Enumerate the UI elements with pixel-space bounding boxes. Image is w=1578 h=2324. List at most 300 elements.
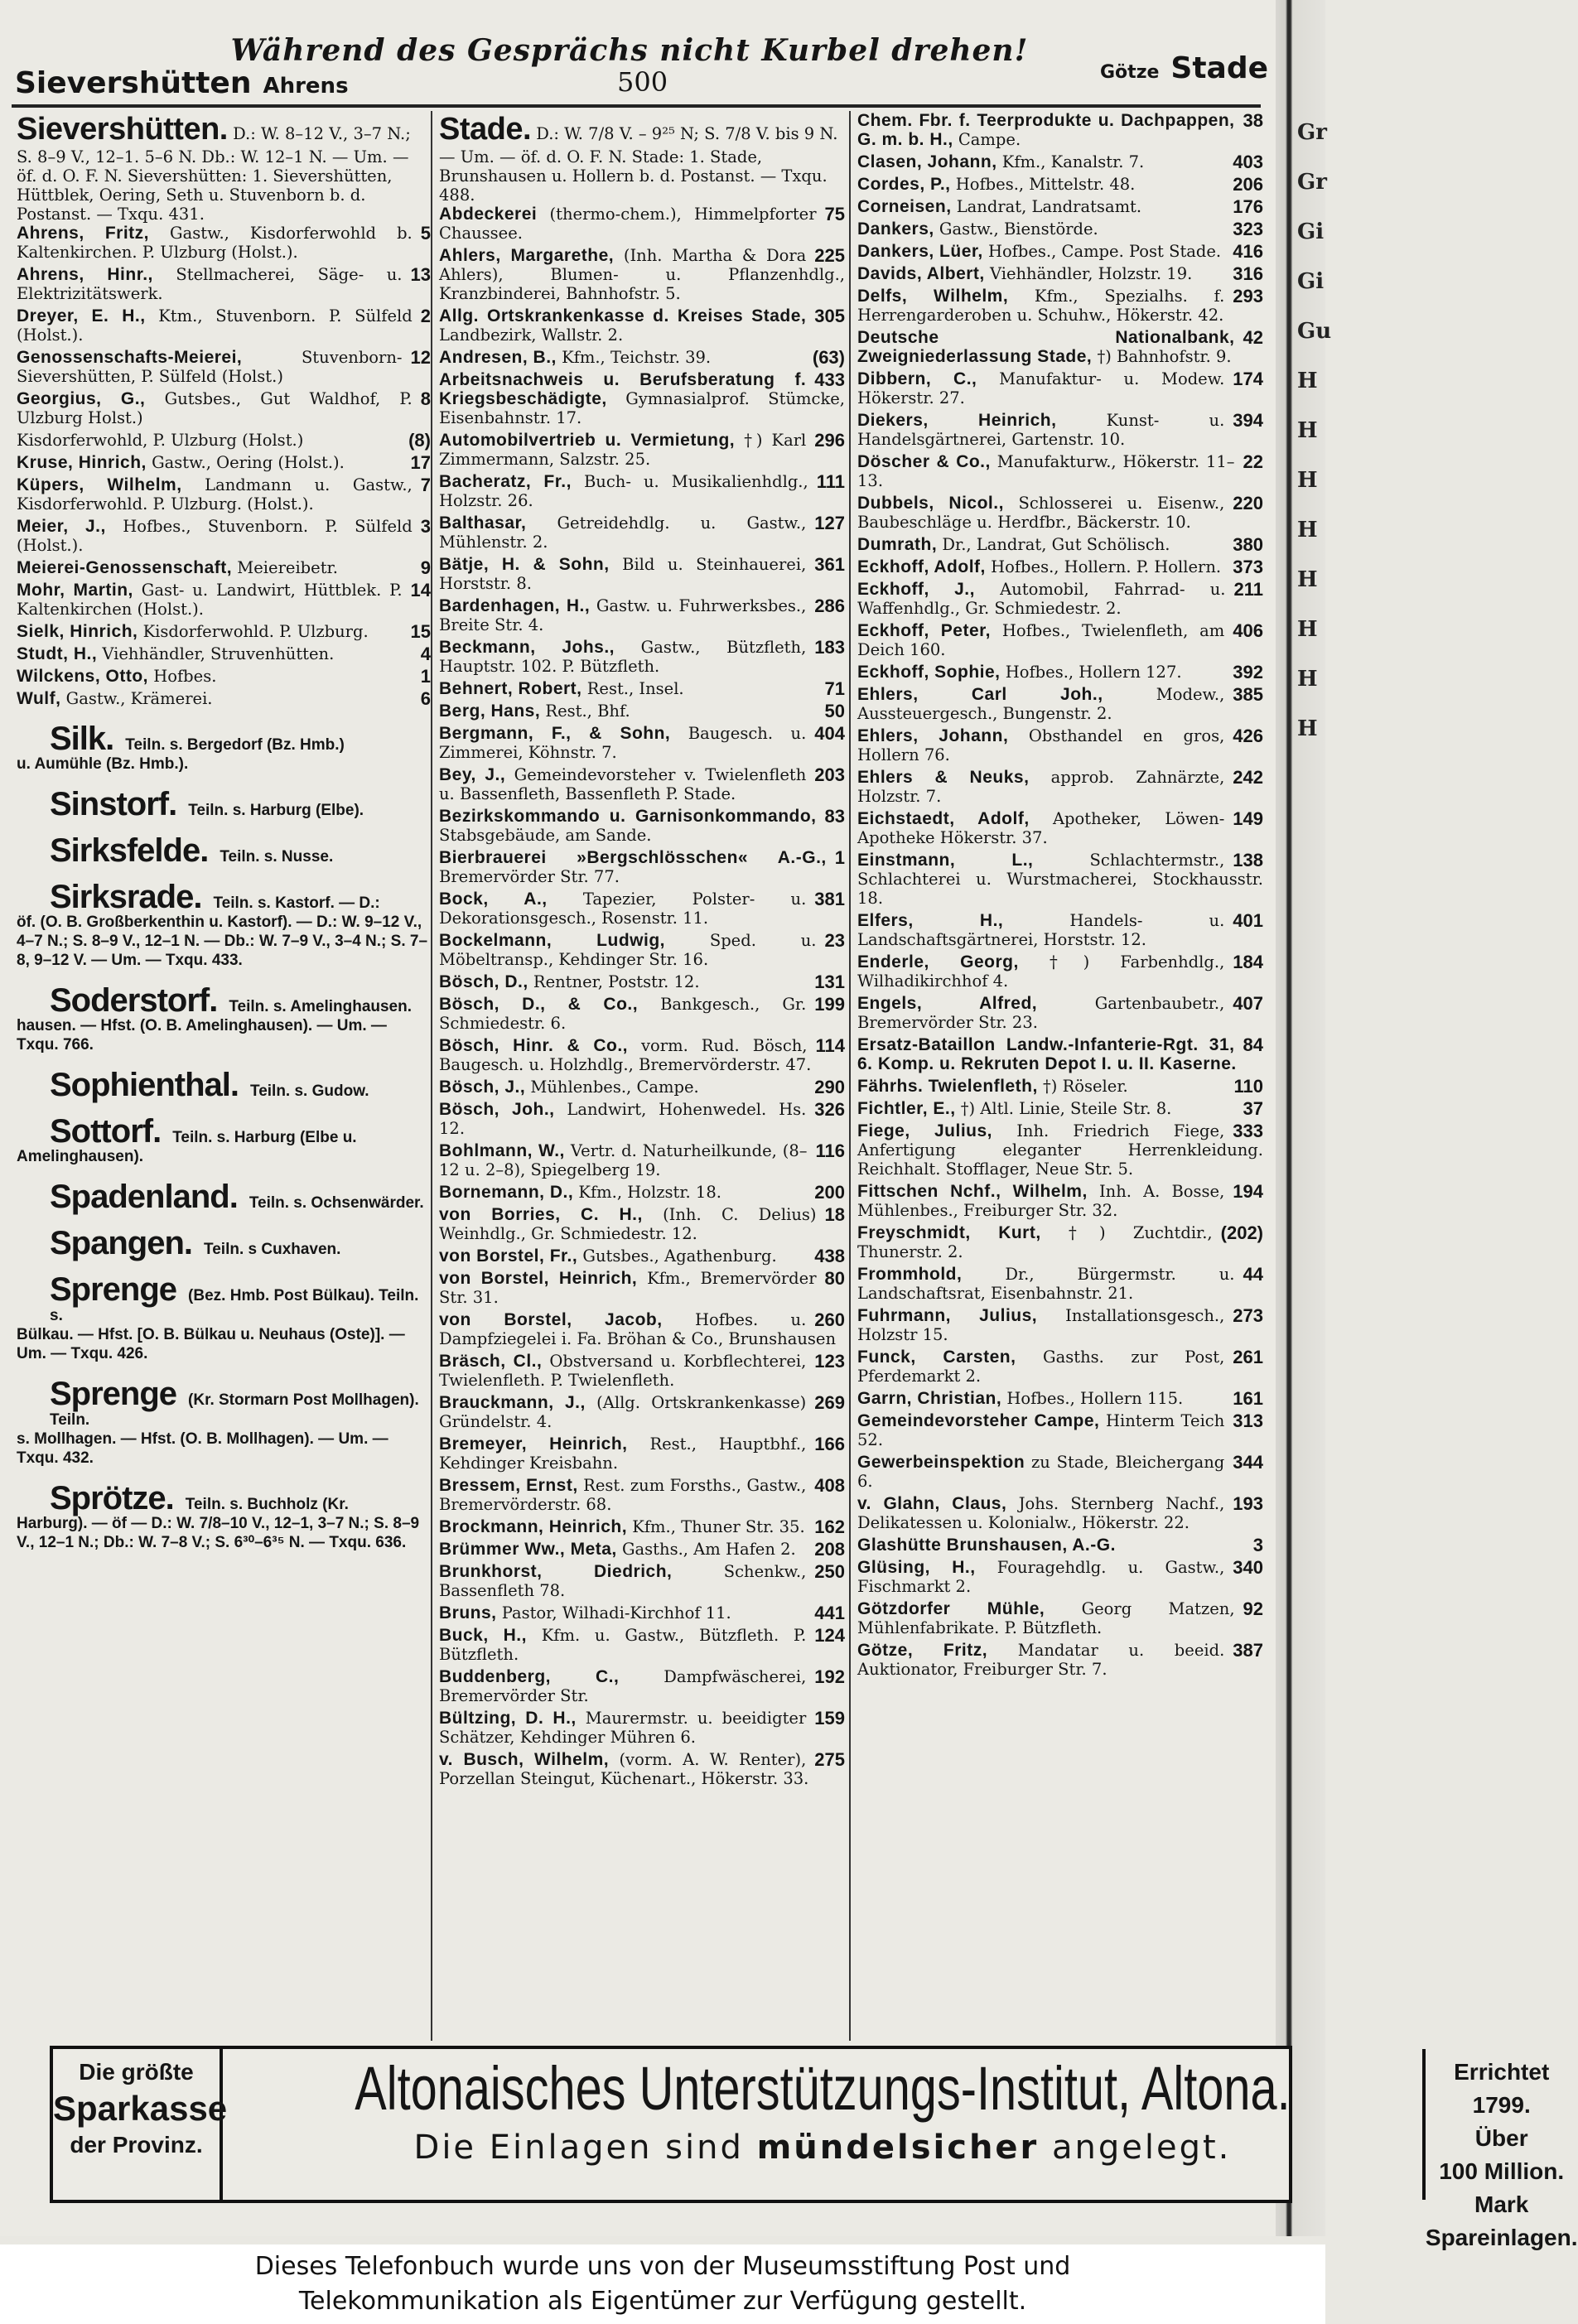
listing-entry	[17, 689, 431, 708]
listing-name: Bösch, D.,	[439, 972, 528, 991]
listing-details: Hofbes.	[153, 667, 217, 686]
column-3	[849, 111, 1263, 2041]
listing-details: Schenkw., Bassenfleth 78.	[439, 1562, 807, 1600]
listing-entry	[857, 219, 1263, 239]
listing-name: Fährhs. Twielenfleth,	[857, 1077, 1038, 1096]
listing-name: Ehlers & Neuks,	[857, 768, 1030, 787]
listing-phone-number: 387	[1233, 1640, 1263, 1661]
listing-details: Inh. Friedrich Fiege, Anfertigung eleganter Herrenkleidung. Reichhalt. Stofflager, Neue Str. 5.	[857, 1121, 1263, 1179]
listing-phone-number: 5	[420, 223, 431, 243]
listing-name: Behnert, Robert,	[439, 679, 582, 698]
listing-phone-number: 71	[824, 678, 845, 699]
listing-name: Gemeindevorsteher Campe,	[857, 1411, 1100, 1430]
listing-phone-number: 23	[824, 930, 845, 951]
listing-details: vorm. Rud. Bösch, Baugesch. u. Holzhdlg., Bremervörderstr. 47.	[439, 1036, 812, 1074]
listing-entry	[439, 1393, 845, 1431]
listing-name: von Borstel, Jacob,	[439, 1310, 663, 1329]
listing-name: Buck, H.,	[439, 1626, 527, 1645]
running-head-right-sub: Götze	[1100, 62, 1160, 83]
listing-phone-number: 38	[1243, 110, 1263, 131]
listing-details: (vorm. A. W. Renter), Porzellan Steingut, Küchenart., Hökerstr. 33.	[439, 1750, 809, 1788]
listing-name: Bierbrauerei »Bergschlösschen« A.-G.,	[439, 848, 827, 867]
listing-entry	[439, 1434, 845, 1473]
edge-letter: Gr	[1297, 170, 1327, 195]
ad-right-line1: Errichtet 1799.	[1454, 2059, 1550, 2118]
adjacent-page-edge	[1276, 0, 1332, 2236]
listing-name: Glüsing, H.,	[857, 1558, 976, 1577]
listing-phone-number: (202)	[1220, 1222, 1263, 1243]
listing-name: Dankers,	[857, 219, 934, 239]
edge-letter: H	[1297, 518, 1318, 542]
listing-phone-number: 344	[1233, 1452, 1263, 1473]
listing-entry	[439, 513, 845, 552]
listing-name: Sielk, Hinrich,	[17, 622, 138, 641]
listing-entry	[17, 517, 431, 555]
listing-name: Eckhoff, Adolf,	[857, 557, 986, 576]
listing-name: Bey, J.,	[439, 765, 506, 784]
listing-details: Gasths., Am Hafen 2.	[621, 1540, 796, 1559]
listing-phone-number: 326	[814, 1099, 845, 1120]
listing-entry	[17, 224, 431, 262]
listing-phone-number: 296	[814, 430, 845, 451]
listing-details: Kfm., Holzstr. 18.	[578, 1183, 721, 1202]
column-1	[17, 111, 431, 2041]
listing-entry	[857, 663, 1263, 682]
listing-entry	[857, 1121, 1263, 1179]
ad-right-line2: Über	[1474, 2125, 1528, 2151]
listing-phone-number: 174	[1233, 369, 1263, 389]
listing-phone-number: 2	[420, 306, 431, 326]
listing-name: Ehlers, Johann,	[857, 726, 1009, 745]
listing-phone-number: 203	[814, 764, 845, 785]
ad-right-line4: Spareinlagen.	[1425, 2225, 1578, 2250]
listing-phone-number: (8)	[408, 430, 431, 451]
listing-details: Gartenbaubetr., Bremervörder Str. 23.	[857, 994, 1225, 1032]
ad-right-line3: 100 Million. Mark	[1439, 2158, 1565, 2217]
listing-phone-number: 50	[824, 701, 845, 721]
listing-phone-number: 92	[1243, 1598, 1263, 1619]
listing-phone-number: 293	[1233, 286, 1263, 306]
listing-name: Bohlmann, W.,	[439, 1141, 565, 1160]
listing-phone-number: 127	[814, 513, 845, 533]
listing-details: Gemeindevorsteher v. Twielenfleth u. Bassenfleth, Bassenfleth P. Stade.	[439, 765, 807, 803]
listing-name: Bösch, Joh.,	[439, 1100, 555, 1119]
listing-details: Hofbes., Hollern 115.	[1006, 1389, 1184, 1408]
listing-details: Stuvenborn-Sievershütten, P. Sülfeld (Holst.)	[17, 348, 403, 386]
listing-details: Manufakturw., Hökerstr. 11–13.	[857, 452, 1235, 490]
town-reference	[17, 721, 431, 774]
listing-phone-number: 441	[814, 1603, 845, 1623]
listing-phone-number: 13	[410, 264, 431, 285]
edge-letter: H	[1297, 617, 1318, 642]
listing-phone-number: 199	[814, 994, 845, 1015]
page-number: 500	[617, 66, 668, 98]
listing-name: Frommhold,	[857, 1265, 963, 1284]
listing-details: †) Röseler.	[1043, 1077, 1128, 1096]
listing-entry	[439, 931, 845, 969]
listing-name: Andresen, B.,	[439, 348, 557, 367]
town-note: Teiln. s Cuxhaven.	[204, 1241, 341, 1258]
listing-name: Funck, Carsten,	[857, 1348, 1016, 1367]
listing-name: Dumrath,	[857, 535, 938, 554]
listing-entry	[439, 1352, 845, 1390]
listing-phone-number: 80	[824, 1268, 845, 1289]
listing-entry	[857, 1494, 1263, 1532]
town-reference	[17, 1271, 431, 1363]
town-name: Sprötze.	[50, 1480, 174, 1516]
listing-name: Eckhoff, Peter,	[857, 621, 992, 640]
listing-name: Bockelmann, Ludwig,	[439, 931, 665, 950]
listing-name: Deutsche Nationalbank, Zweigniederlassung Stade,	[857, 328, 1235, 366]
listing-name: v. Glahn, Claus,	[857, 1494, 1007, 1513]
listing-entry	[17, 667, 431, 686]
listing-phone-number: 269	[814, 1392, 845, 1413]
town-note: (Bez. Hmb. Post Bülkau). Teiln. s.	[50, 1287, 419, 1324]
listing-phone-number: 124	[814, 1625, 845, 1646]
listing-entry	[439, 1750, 845, 1788]
listing-name: Automobilvertrieb u. Vermietung,	[439, 431, 736, 450]
town-note: Teiln. s. Bergedorf (Bz. Hmb.)	[125, 736, 345, 754]
adjacent-page-letters	[1297, 108, 1332, 754]
listing-phone-number: 193	[1233, 1493, 1263, 1514]
listing-entry	[857, 287, 1263, 325]
listing-phone-number: 114	[815, 1035, 845, 1056]
ad-main-title: Altonaisches Unterstützungs-Institut, Altona.	[355, 2054, 1291, 2123]
ad-subline-b: mündelsicher	[756, 2129, 1040, 2167]
listing-entry	[17, 431, 431, 450]
listing-phone-number: 192	[814, 1666, 845, 1687]
listing-details: Landwirt, Hohenwedel. Hs. 12.	[439, 1100, 807, 1138]
listing-entry	[439, 1667, 845, 1705]
listing-name: Fittschen Nchf., Wilhelm,	[857, 1182, 1088, 1201]
listing-phone-number: 340	[1233, 1557, 1263, 1578]
listing-phone-number: 407	[1233, 993, 1263, 1014]
listing-name: Bräsch, Cl.,	[439, 1352, 543, 1371]
listing-phone-number: 250	[814, 1561, 845, 1582]
listing-entry	[857, 1453, 1263, 1491]
listing-name: Buddenberg, C.,	[439, 1667, 620, 1686]
listing-name: von Borstel, Heinrich,	[439, 1269, 638, 1288]
listing-entry	[439, 1517, 845, 1536]
listing-entry	[17, 558, 431, 577]
listing-name: Bock, A.,	[439, 890, 548, 909]
ad-main-subline	[223, 2129, 1422, 2167]
listing-entry	[857, 1035, 1263, 1073]
listing-entry	[17, 644, 431, 663]
listing-details: Vertr. d. Naturheilkunde, (8–12 u. 2–8), Spiegelberg 19.	[439, 1141, 808, 1179]
listing-name: Einstmann, L.,	[857, 851, 1034, 870]
listing-details: zu Stade, Bleichergang 6.	[857, 1453, 1225, 1491]
ad-main-panel	[223, 2049, 1426, 2200]
listing-entry	[857, 175, 1263, 194]
listing-phone-number: 260	[814, 1309, 845, 1330]
listing-details: Automobil, Fahrrad- u. Waffenhdlg., Gr. Schmiedestr. 2.	[857, 580, 1226, 618]
listing-name: Enderle, Georg,	[857, 952, 1019, 972]
listing-name: Ehlers, Carl Joh.,	[857, 685, 1103, 704]
listing-details: Kfm., Teichstr. 39.	[562, 348, 712, 367]
listing-details: Gastw., Krämerei.	[65, 689, 213, 708]
listing-entry	[439, 348, 845, 367]
listing-phone-number: 433	[814, 369, 845, 390]
listing-name: Döscher & Co.,	[857, 452, 991, 471]
running-head-right	[1100, 51, 1268, 85]
listing-name: Kruse, Hinrich,	[17, 453, 147, 472]
listing-phone-number: 22	[1243, 451, 1263, 472]
listing-details: Dr., Bürgermstr. u. Landschaftsrat, Eisenbahnstr. 21.	[857, 1265, 1235, 1303]
listing-details: Modew., Aussteuergesch., Bungenstr. 2.	[857, 685, 1225, 723]
listing-entry	[857, 557, 1263, 576]
listing-entry	[857, 621, 1263, 659]
listing-name: Meierei-Genossenschaft,	[17, 558, 233, 577]
place-intro: D.: W. 7/8 V. – 9²⁵ N; S. 7/8 V. bis 9 N. — Um. — öf. d. O. F. N. Stade: 1. Stade, Brunshausen u. Hollern b. d. Postanst. — Txqu. 488.	[439, 124, 838, 205]
listing-entry	[439, 765, 845, 803]
listing-name: Garrn, Christian,	[857, 1389, 1002, 1408]
town-detail: s. Mollhagen. — Hfst. (O. B. Mollhagen). — Um. — Txqu. 432.	[17, 1430, 388, 1467]
listing-details: Rest., Hauptbhf., Kehdinger Kreisbahn.	[439, 1434, 807, 1473]
listing-details: Johs. Sternberg Nachf., Delikatessen u. Kolonialw., Hökerstr. 22.	[857, 1494, 1225, 1532]
listing-entry	[439, 1141, 845, 1179]
listing-entry	[17, 348, 431, 386]
col1-entry-list	[17, 224, 431, 708]
edge-letter: H	[1297, 716, 1318, 741]
listing-name: Wilckens, Otto,	[17, 667, 149, 686]
listing-entry	[439, 205, 845, 243]
listing-entry	[17, 453, 431, 472]
listing-phone-number: 323	[1233, 219, 1263, 239]
listing-name: Brockmann, Heinrich,	[439, 1517, 628, 1536]
town-name: Sprenge	[50, 1271, 177, 1308]
listing-name: Cordes, P.,	[857, 175, 951, 194]
listing-phone-number: 416	[1233, 241, 1263, 262]
listing-name: Götzdorfer Mühle,	[857, 1599, 1045, 1618]
town-detail: Harburg). — öf — D.: W. 7/8–10 V., 12–1, 3–7 N.; S. 8–9 V., 12–1 N.; Db.: W. 7–8 V.; S. 6³⁰–6³⁵ N. — Txqu. 636.	[17, 1515, 420, 1551]
page-slogan: Während des Gesprächs nicht Kurbel drehen!	[230, 33, 1029, 68]
listing-details: Handels- u. Landschaftsgärtnerei, Horststr. 12.	[857, 911, 1225, 949]
place-intro: D.: W. 8–12 V., 3–7 N.; S. 8–9 V., 12–1. 5–6 N. Db.: W. 12–1 N. — Um. — öf. d. O. F. N. Sievershütten: 1. Sievershütten, Hüttblek, Oering, Seth u. Stuvenborn b. d. Postanst. — Txqu. 431.	[17, 124, 411, 224]
listing-name: Ahrens, Fritz,	[17, 224, 150, 243]
listing-entry	[857, 1265, 1263, 1303]
listing-entry	[439, 1310, 845, 1348]
listing-phone-number: 313	[1233, 1410, 1263, 1431]
listing-name: Beckmann, Johs.,	[439, 638, 615, 657]
ad-subline-a: Die Einlagen sind	[413, 2129, 744, 2167]
running-head-right-title: Stade	[1170, 51, 1269, 85]
listing-entry	[439, 807, 845, 845]
listing-details: Viehhändler, Struvenhütten.	[102, 644, 335, 663]
footer-credit	[0, 2244, 1325, 2324]
listing-phone-number: 333	[1233, 1121, 1263, 1141]
listing-name: Abdeckerei	[439, 205, 538, 224]
listing-details: Gastw. u. Fuhrwerksbes., Breite Str. 4.	[439, 596, 807, 634]
listing-details: †) Altl. Linie, Steile Str. 8.	[960, 1099, 1172, 1118]
listing-phone-number: 290	[814, 1077, 845, 1097]
col2-entry-list	[439, 205, 845, 1788]
listing-phone-number: 206	[1233, 174, 1263, 195]
listing-details: Sped. u. Möbeltransp., Kehdinger Str. 16.	[439, 931, 817, 969]
listing-details: Hofbes., Mittelstr. 48.	[955, 175, 1136, 194]
listing-details: Gastw., Kisdorferwohld b. Kaltenkirchen. P. Ulzburg (Holst.).	[17, 224, 413, 262]
listing-entry	[439, 1626, 845, 1664]
town-name: Sottorf.	[50, 1113, 162, 1150]
listing-phone-number: 1	[420, 666, 431, 687]
listing-entry	[857, 328, 1263, 366]
listing-phone-number: 42	[1243, 327, 1263, 348]
listing-name: Fuhrmann, Julius,	[857, 1306, 1038, 1325]
listing-name: Bösch, Hinr. & Co.,	[439, 1036, 628, 1055]
listing-phone-number: 131	[814, 972, 845, 992]
ad-left-line1: Die größte	[79, 2059, 194, 2085]
town-reference	[50, 1067, 431, 1103]
listing-name: Elfers, H.,	[857, 911, 1004, 930]
town-name: Sinstorf.	[50, 786, 177, 822]
listing-details: Apotheker, Löwen-Apotheke Hökerstr. 37.	[857, 809, 1225, 847]
listing-entry	[439, 1183, 845, 1202]
listing-details: Gastw., Oering (Holst.).	[152, 453, 345, 472]
listing-entry	[17, 265, 431, 303]
listing-entry	[857, 264, 1263, 283]
listing-phone-number: 404	[814, 723, 845, 744]
town-reference	[50, 832, 431, 869]
listing-phone-number: 225	[814, 245, 845, 266]
listing-name: Eichstaedt, Adolf,	[857, 809, 1030, 828]
running-head-left-sub: Ahrens	[263, 74, 349, 99]
listing-name: Berg, Hans,	[439, 702, 541, 721]
listing-phone-number: 184	[1233, 952, 1263, 972]
listing-details: Gastw., Bienstörde.	[939, 219, 1098, 239]
town-note: Teiln. s. Kastorf. — D.:	[213, 894, 380, 912]
listing-details: Kfm., Kanalstr. 7.	[1001, 152, 1145, 171]
listing-entry	[439, 848, 845, 886]
advertisement-banner	[50, 2046, 1578, 2250]
listing-details: Mühlenbes., Campe.	[530, 1078, 699, 1097]
listing-phone-number: 3	[1252, 1535, 1263, 1555]
listing-name: Dibbern, C.,	[857, 369, 977, 388]
listing-details: †) Farbenhdlg., Wilhadikirchhof 4.	[857, 952, 1225, 991]
listing-phone-number: 183	[814, 637, 845, 658]
listing-entry	[857, 1558, 1263, 1596]
town-reference	[17, 1480, 431, 1552]
listing-phone-number: 111	[816, 471, 845, 492]
listing-entry	[857, 411, 1263, 449]
listing-phone-number: 8	[420, 388, 431, 409]
edge-letter: H	[1297, 567, 1318, 592]
listing-phone-number: 220	[1233, 493, 1263, 513]
listing-details: Maurermstr. u. beeidigter Schätzer, Kehdinger Mühren 6.	[439, 1709, 807, 1747]
listing-entry	[857, 1182, 1263, 1220]
listing-entry	[857, 111, 1263, 149]
listing-details: Kfm. u. Gastw., Bützfleth. P. Bützfleth.	[439, 1626, 807, 1664]
listing-entry	[439, 1603, 845, 1622]
listing-name: Diekers, Heinrich,	[857, 411, 1057, 430]
edge-letter: H	[1297, 667, 1318, 692]
listing-phone-number: 1	[834, 847, 845, 868]
town-detail: hausen. — Hfst. (O. B. Amelinghausen). — Um. — Txqu. 766.	[17, 1017, 387, 1054]
town-reference	[50, 1225, 431, 1261]
ad-left-line2: Sparkasse	[53, 2089, 228, 2128]
listing-details: Gutsbes., Gut Waldhof, P. Ulzburg Holst.)	[17, 389, 413, 427]
town-reference	[50, 1179, 431, 1215]
listing-phone-number: 380	[1233, 534, 1263, 555]
listing-details: Dr., Landrat, Gut Schölisch.	[942, 535, 1170, 554]
listing-details: Rest. zum Forsths., Gastw., Bremervörderstr. 68.	[439, 1476, 807, 1514]
listing-entry	[439, 1562, 845, 1600]
listing-entry	[857, 1306, 1263, 1344]
listing-details: †) Bahnhofstr. 9.	[1097, 347, 1232, 366]
listing-details: Hofbes., Hollern 127.	[1005, 663, 1182, 682]
listing-entry	[17, 581, 431, 619]
listing-details: Obstversand u. Korbflechterei, Twielenfleth. P. Twielenfleth.	[439, 1352, 807, 1390]
listing-details: Gymnasialprof. Stümcke, Eisenbahnstr. 17.	[439, 389, 845, 427]
running-head-left-title: Sievershütten	[15, 66, 252, 100]
listing-details: Hofbes., Twielenfleth, am Deich 160.	[857, 621, 1225, 659]
listing-entry	[857, 851, 1263, 908]
listing-details: approb. Zahnärzte, Holzstr. 7.	[857, 768, 1225, 806]
listing-name: Ahrens, Hinr.,	[17, 265, 153, 284]
listing-name: Ersatz-Bataillon Landw.-Infanterie-Rgt. 31, 6. Komp. u. Rekruten Depot I. u. II. Kaserne.	[857, 1035, 1237, 1073]
listing-details: Georg Matzen, Mühlenfabrikate. P. Bützfleth.	[857, 1599, 1235, 1637]
listing-phone-number: 75	[824, 204, 845, 224]
listing-phone-number: 3	[420, 516, 431, 537]
listing-phone-number: 408	[814, 1475, 845, 1496]
listing-entry	[857, 369, 1263, 407]
listing-entry	[857, 452, 1263, 490]
listing-entry	[439, 246, 845, 303]
listing-entry	[439, 370, 845, 427]
listing-details: Baugesch. u. Zimmerei, Köhnstr. 7.	[439, 724, 807, 762]
listing-phone-number: 392	[1233, 662, 1263, 682]
listing-name: Bätje, H. & Sohn,	[439, 555, 610, 574]
listing-phone-number: 316	[1233, 263, 1263, 284]
edge-letter: H	[1297, 369, 1318, 393]
listing-name: Davids, Albert,	[857, 264, 985, 283]
listing-phone-number: 84	[1243, 1034, 1263, 1055]
listing-phone-number: 273	[1233, 1305, 1263, 1326]
ad-right-panel	[1425, 2049, 1578, 2250]
listing-phone-number: 18	[824, 1204, 845, 1225]
listing-name: Allg. Ortskrankenkasse d. Kreises Stade,	[439, 306, 807, 325]
listing-name: Götze, Fritz,	[857, 1641, 988, 1660]
listing-entry	[439, 1205, 845, 1243]
listing-phone-number: 149	[1233, 808, 1263, 829]
listing-details: Buch- u. Musikalienhdlg., Holzstr. 26.	[439, 472, 808, 510]
listing-name: Dreyer, E. H.,	[17, 306, 146, 325]
listing-phone-number: 162	[814, 1516, 845, 1537]
edge-letter: Gr	[1297, 120, 1327, 145]
listing-phone-number: 242	[1233, 767, 1263, 788]
listing-details: Campe.	[958, 130, 1021, 149]
listing-entry	[857, 1099, 1263, 1118]
listing-name: Dubbels, Nicol.,	[857, 494, 1004, 513]
listing-details: Meiereibetr.	[237, 558, 338, 577]
listing-entry	[857, 1223, 1263, 1261]
town-name: Soderstorf.	[50, 982, 218, 1019]
listing-phone-number: 406	[1233, 620, 1263, 641]
listing-entry	[17, 389, 431, 427]
listing-details: Kunst- u. Handelsgärtnerei, Gartenstr. 10.	[857, 411, 1225, 449]
listing-entry	[857, 494, 1263, 532]
listing-details: Schlachtermstr., Schlachterei u. Wurstmacherei, Stockhausstr. 18.	[857, 851, 1263, 908]
listing-phone-number: 194	[1233, 1181, 1263, 1202]
listing-details: Getreidehdlg. u. Gastw., Mühlenstr. 2.	[439, 513, 807, 552]
town-detail: Amelinghausen).	[17, 1148, 144, 1165]
listing-name: Bremeyer, Heinrich,	[439, 1434, 628, 1454]
listing-details: Installationsgesch., Holzstr 15.	[857, 1306, 1225, 1344]
listing-entry	[439, 1246, 845, 1266]
listing-entry	[439, 431, 845, 469]
listing-phone-number: 305	[814, 306, 845, 326]
town-name: Spangen.	[50, 1225, 193, 1261]
listing-name: Ahlers, Margarethe,	[439, 246, 615, 265]
